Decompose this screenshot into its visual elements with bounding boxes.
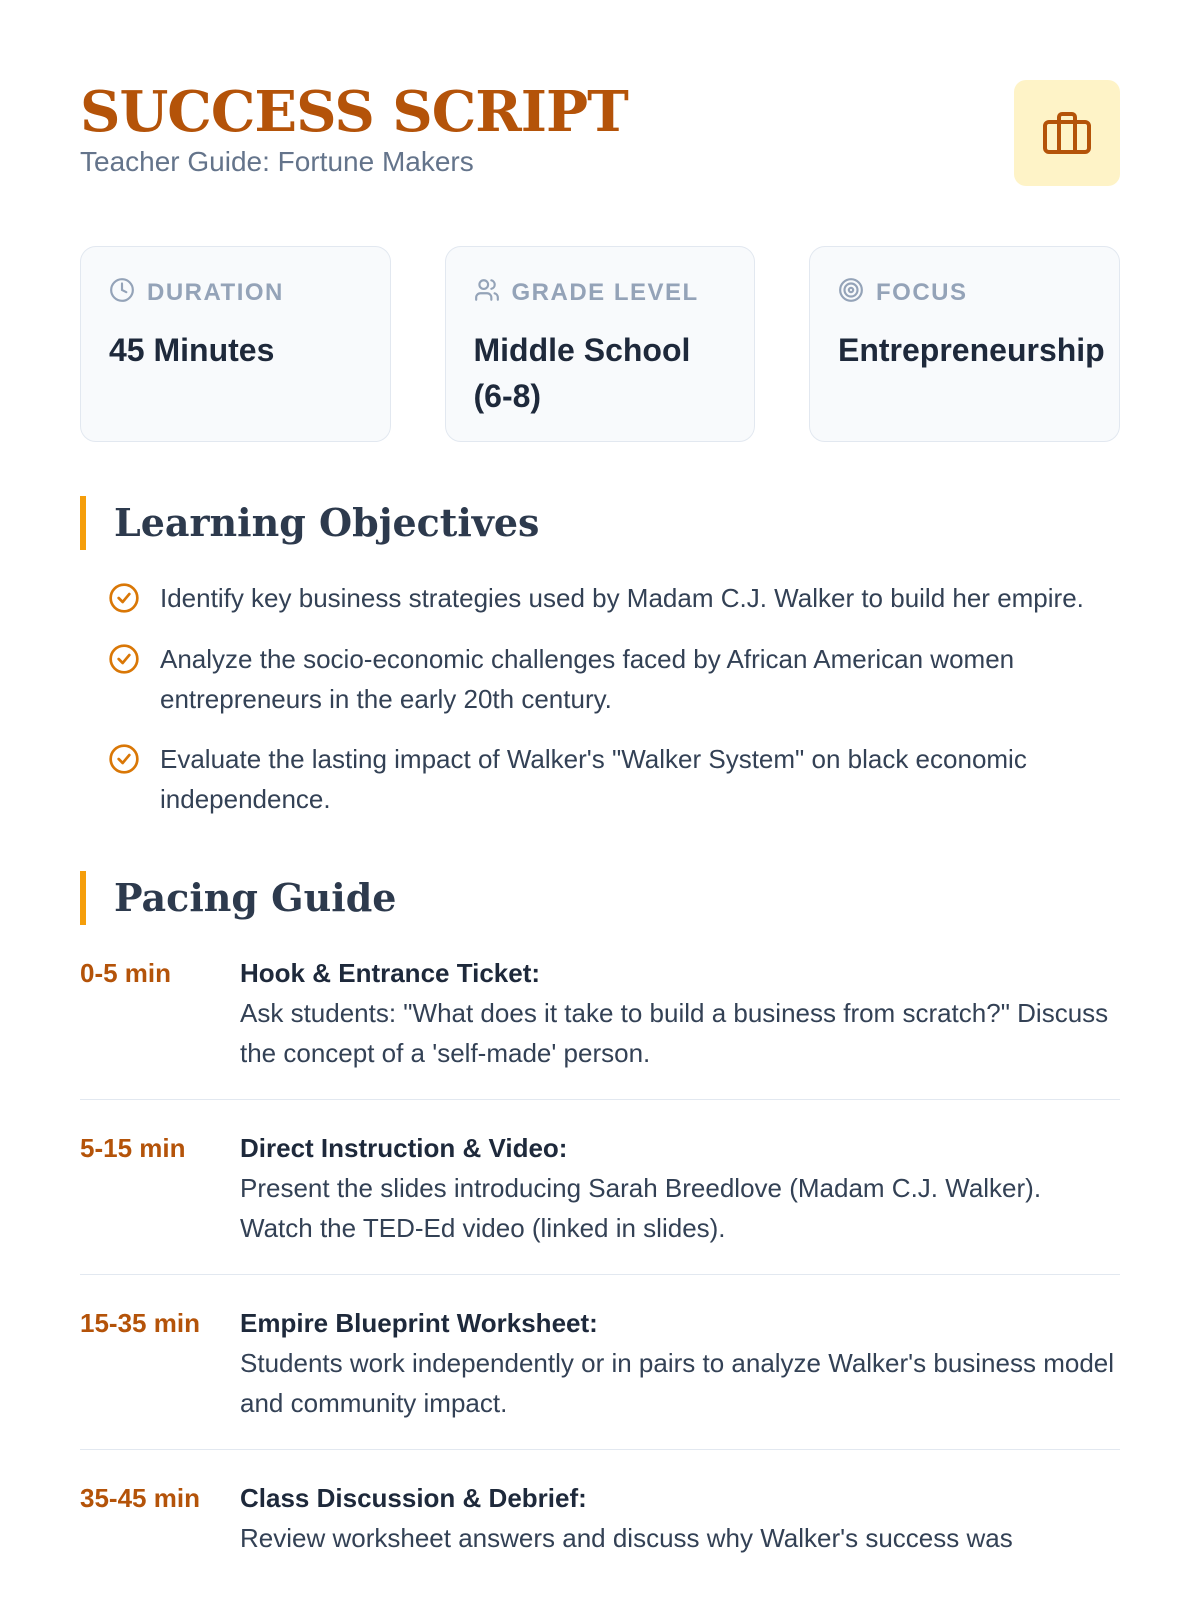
pacing-description: Present the slides introducing Sarah Breedlove (Madam C.J. Walker). Watch the TED-Ed video (linked in slides). (240, 1173, 1042, 1243)
check-circle-icon (108, 578, 140, 619)
card-label-text: FOCUS (876, 279, 968, 306)
pacing-description: Review worksheet answers and discuss why Walker's success was (240, 1523, 1013, 1553)
pacing-body (240, 1303, 1120, 1423)
objectives-list (80, 578, 1120, 819)
pacing-title: Direct Instruction & Video: (240, 1133, 568, 1163)
stat-cards (80, 246, 1120, 442)
page-header (80, 80, 1120, 186)
pacing-time: 35-45 min (80, 1483, 200, 1513)
pacing-time: 15-35 min (80, 1308, 200, 1338)
objective-text: Evaluate the lasting impact of Walker's "Walker System" on black economic independence. (160, 744, 1027, 814)
pacing-title: Class Discussion & Debrief: (240, 1483, 587, 1513)
list-item (108, 639, 1120, 719)
card-label (474, 275, 727, 311)
pacing-list (80, 953, 1120, 1584)
check-circle-icon (108, 739, 140, 780)
card-label-text: DURATION (147, 279, 284, 306)
pacing-guide-section (80, 871, 1120, 1584)
stat-card-duration (80, 246, 391, 442)
pacing-title: Empire Blueprint Worksheet: (240, 1308, 598, 1338)
title-block (80, 80, 628, 180)
pacing-body (240, 953, 1120, 1073)
pacing-row (80, 1128, 1120, 1275)
card-value: 45 Minutes (109, 332, 275, 368)
pacing-body (240, 1478, 1120, 1558)
stat-card-grade-level (445, 246, 756, 442)
pacing-row (80, 1478, 1120, 1584)
briefcase-icon (1014, 80, 1120, 186)
page-title: SUCCESS SCRIPT (80, 79, 628, 145)
pacing-row (80, 1303, 1120, 1450)
card-label-text: GRADE LEVEL (511, 279, 699, 306)
section-title: Pacing Guide (80, 871, 1120, 925)
section-title: Learning Objectives (80, 496, 1120, 550)
card-value: Entrepreneurship (838, 332, 1105, 368)
clock-icon (109, 277, 135, 310)
pacing-title: Hook & Entrance Ticket: (240, 958, 541, 988)
pacing-row (80, 953, 1120, 1100)
list-item (108, 739, 1120, 819)
card-value: Middle School (6-8) (473, 332, 691, 414)
card-label (109, 275, 362, 311)
card-label (838, 275, 1091, 311)
pacing-description: Ask students: "What does it take to build a business from scratch?" Discuss the concept of a 'self-made' person. (240, 998, 1109, 1068)
stat-card-focus (809, 246, 1120, 442)
objective-text: Identify key business strategies used by Madam C.J. Walker to build her empire. (160, 583, 1084, 613)
pacing-description: Students work independently or in pairs to analyze Walker's business model and community impact. (240, 1348, 1115, 1418)
learning-objectives-section (80, 496, 1120, 819)
objective-text: Analyze the socio-economic challenges faced by African American women entrepreneurs in the early 20th century. (160, 644, 1015, 714)
target-icon (838, 277, 864, 310)
pacing-body (240, 1128, 1120, 1248)
list-item (108, 578, 1120, 619)
check-circle-icon (108, 639, 140, 680)
users-icon (474, 277, 500, 310)
page-subtitle: Teacher Guide: Fortune Makers (80, 146, 474, 177)
pacing-time: 0-5 min (80, 958, 172, 988)
pacing-time: 5-15 min (80, 1133, 186, 1163)
